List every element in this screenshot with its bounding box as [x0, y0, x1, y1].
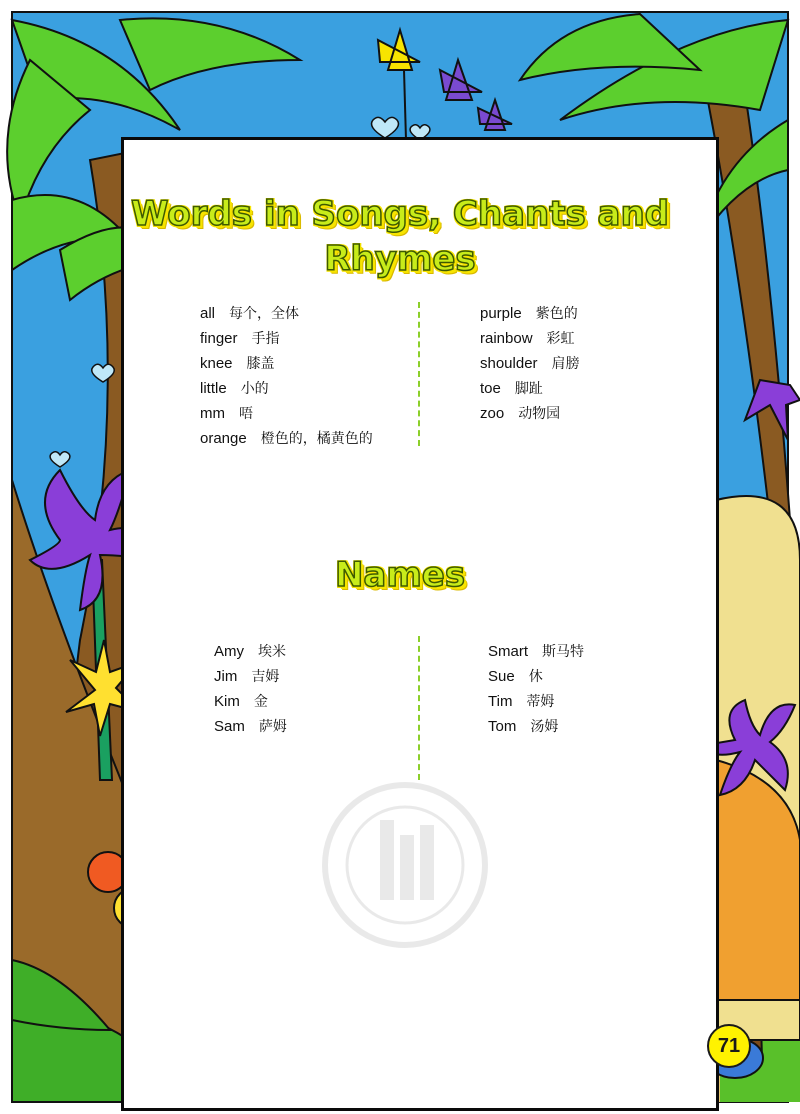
word-entry-english: orange [200, 430, 247, 447]
word-entry-chinese: 肩膀 [551, 356, 580, 372]
word-entry-english: zoo [480, 405, 505, 422]
word-entry-chinese: 小的 [240, 381, 269, 397]
word-entry-chinese: 膝盖 [246, 356, 275, 372]
word-entry [480, 376, 580, 401]
publisher-watermark-logo [320, 780, 490, 950]
word-entry-english: all [200, 305, 216, 322]
name-entry-chinese: 蒂姆 [526, 694, 555, 710]
heading-names: Names [334, 555, 466, 595]
word-entry [200, 351, 373, 376]
word-entry [480, 301, 580, 326]
names-right-column [488, 639, 584, 739]
words-left-column [200, 301, 373, 451]
word-entry-english: finger [200, 330, 238, 347]
name-entry [488, 689, 584, 714]
word-entry-chinese: 每个，全体 [229, 306, 300, 322]
word-entry-english: shoulder [480, 355, 538, 372]
names-left-column [214, 639, 287, 739]
name-entry [214, 689, 287, 714]
name-entry [214, 664, 287, 689]
name-entry-english: Smart [488, 643, 529, 660]
heading-words [0, 192, 800, 282]
name-entry [488, 714, 584, 739]
page-number: 71 [707, 1024, 751, 1068]
word-entry-english: little [200, 380, 227, 397]
name-entry-english: Sue [488, 668, 515, 685]
name-entry-chinese: 斯马特 [542, 644, 585, 660]
word-entry [200, 426, 373, 451]
name-entry-chinese: 金 [253, 694, 268, 710]
word-entry [200, 326, 373, 351]
word-entry-english: toe [480, 380, 501, 397]
heading-words-line2: Rhymes [324, 239, 476, 279]
name-entry [214, 714, 287, 739]
content-panel [124, 140, 716, 1108]
word-entry-english: mm [200, 405, 225, 422]
word-entry-chinese: 手指 [251, 331, 280, 347]
name-entry [214, 639, 287, 664]
heading-words-line1: Words in Songs, Chants and [130, 194, 670, 234]
word-entry [480, 351, 580, 376]
name-entry-chinese: 埃米 [258, 644, 286, 660]
name-entry-chinese: 吉姆 [251, 669, 280, 685]
names-divider [418, 636, 420, 780]
name-entry-english: Kim [214, 693, 240, 710]
word-entry [200, 401, 373, 426]
word-entry [200, 376, 373, 401]
name-entry-english: Tom [488, 718, 517, 735]
word-entry-chinese: 橙色的，橘黄色的 [260, 431, 373, 447]
word-entry [200, 301, 373, 326]
word-entry-english: knee [200, 355, 233, 372]
name-entry-chinese: 萨姆 [258, 719, 287, 735]
word-entry-english: purple [480, 305, 522, 322]
words-divider [418, 302, 420, 446]
name-entry-english: Amy [214, 643, 244, 660]
word-entry-chinese: 紫色的 [535, 306, 578, 322]
words-right-column [480, 301, 580, 426]
word-entry-chinese: 唔 [239, 406, 253, 422]
name-entry [488, 639, 584, 664]
name-entry-english: Sam [214, 718, 245, 735]
word-entry-english: rainbow [480, 330, 533, 347]
name-entry-english: Jim [214, 668, 238, 685]
word-entry-chinese: 动物园 [518, 406, 561, 422]
name-entry-chinese: 休 [528, 669, 543, 685]
word-entry [480, 326, 580, 351]
name-entry-chinese: 汤姆 [530, 719, 559, 735]
name-entry-english: Tim [488, 693, 513, 710]
name-entry [488, 664, 584, 689]
word-entry-chinese: 彩虹 [546, 331, 575, 347]
word-entry-chinese: 脚趾 [514, 381, 543, 397]
word-entry [480, 401, 580, 426]
